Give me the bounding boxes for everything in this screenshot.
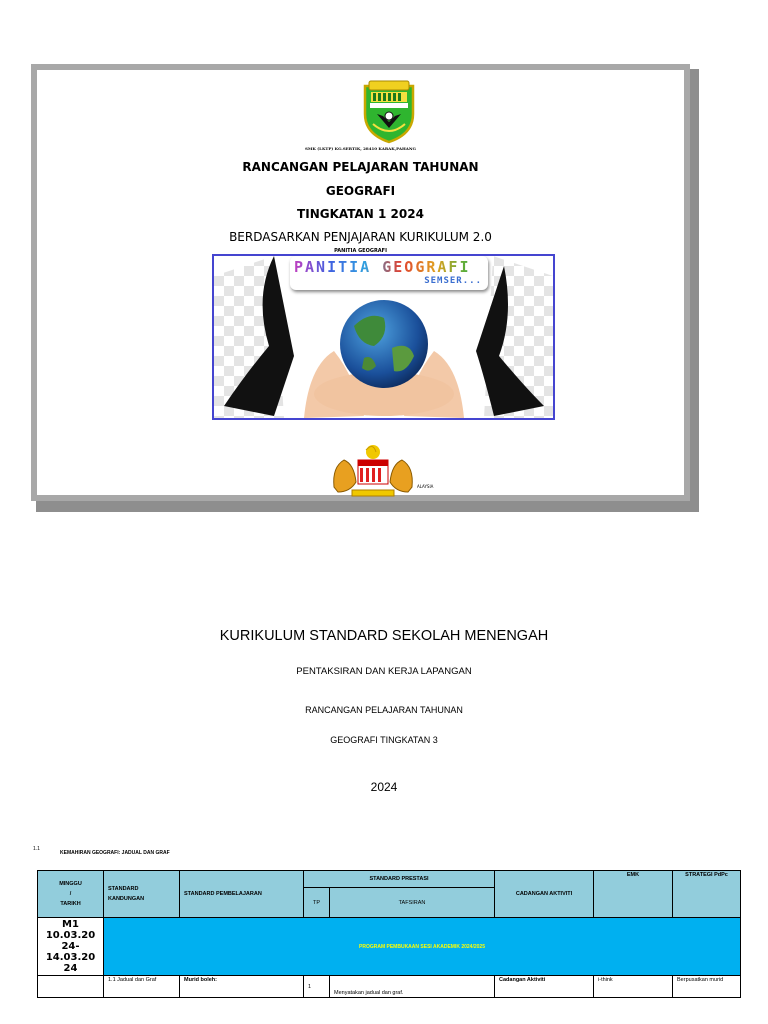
banner-title-box — [290, 256, 488, 290]
cover-title: RANCANGAN PELAJARAN TAHUNAN — [242, 160, 479, 174]
section-number: 1.1 — [33, 846, 40, 852]
cover-basis: BERDASARKAN PENJAJARAN KURIKULUM 2.0 — [229, 230, 492, 244]
school-logo-icon — [359, 78, 419, 144]
header-standard-kandungan: STANDARD KANDUNGAN — [104, 871, 180, 918]
header-tp: TP — [304, 888, 330, 918]
row-kandungan: 1.1 Jadual dan Graf — [104, 976, 180, 998]
panitia-caption: PANITIA GEOGRAFI — [334, 248, 387, 254]
school-name: SMK (LKTP) KG.SERTIK, 28410 KARAK,PAHANG — [305, 146, 416, 151]
cover-subject: GEOGRAFI — [325, 184, 396, 198]
banner-title: PANITIA GEOGRAFI — [294, 258, 471, 276]
row-pembelajaran: Murid boleh: — [180, 976, 304, 998]
row-tafsiran: Menyatakan jadual dan graf. — [330, 976, 495, 998]
year-heading: 2024 — [370, 780, 398, 794]
header-standard-pembelajaran: STANDARD PEMBELAJARAN — [180, 871, 304, 918]
header-emk: EMK — [594, 871, 673, 918]
section-title: KEMAHIRAN GEOGRAFI: JADUAL DAN GRAF — [60, 850, 170, 856]
week-cell: M1 10.03.20 24- 14.03.20 24 — [38, 918, 104, 976]
lesson-plan-table — [37, 870, 741, 998]
malaysia-crest-icon — [328, 442, 418, 502]
row-emk: i-think — [594, 976, 673, 998]
header-strategi: STRATEGI PdPc — [673, 871, 741, 918]
row-tp: 1 — [304, 976, 330, 998]
cover-page — [31, 64, 690, 501]
row-empty-cell — [38, 976, 104, 998]
subject-form-heading: GEOGRAFI TINGKATAN 3 — [330, 735, 438, 745]
assessment-heading: PENTAKSIRAN DAN KERJA LAPANGAN — [296, 666, 472, 677]
plan-heading: RANCANGAN PELAJARAN TAHUNAN — [305, 705, 463, 715]
panitia-banner — [212, 254, 555, 420]
row-strategi: Berpusatkan murid — [673, 976, 741, 998]
header-cadangan-aktiviti: CADANGAN AKTIVITI — [495, 871, 594, 918]
program-banner-cell: PROGRAM PEMBUKAAN SESI AKADEMIK 2024/2025 — [104, 918, 741, 976]
row-aktiviti: Cadangan Aktiviti — [495, 976, 594, 998]
header-standard-prestasi: STANDARD PRESTASI — [304, 871, 495, 888]
header-tafsiran: TAFSIRAN — [330, 888, 495, 918]
crest-label: ALAYSIA — [417, 484, 434, 489]
header-minggu: MINGGU / TARIKH — [38, 871, 104, 918]
cover-form: TINGKATAN 1 2024 — [297, 207, 424, 221]
curriculum-heading: KURIKULUM STANDARD SEKOLAH MENENGAH — [219, 628, 549, 644]
banner-subtitle: SEMSER... — [424, 276, 482, 286]
